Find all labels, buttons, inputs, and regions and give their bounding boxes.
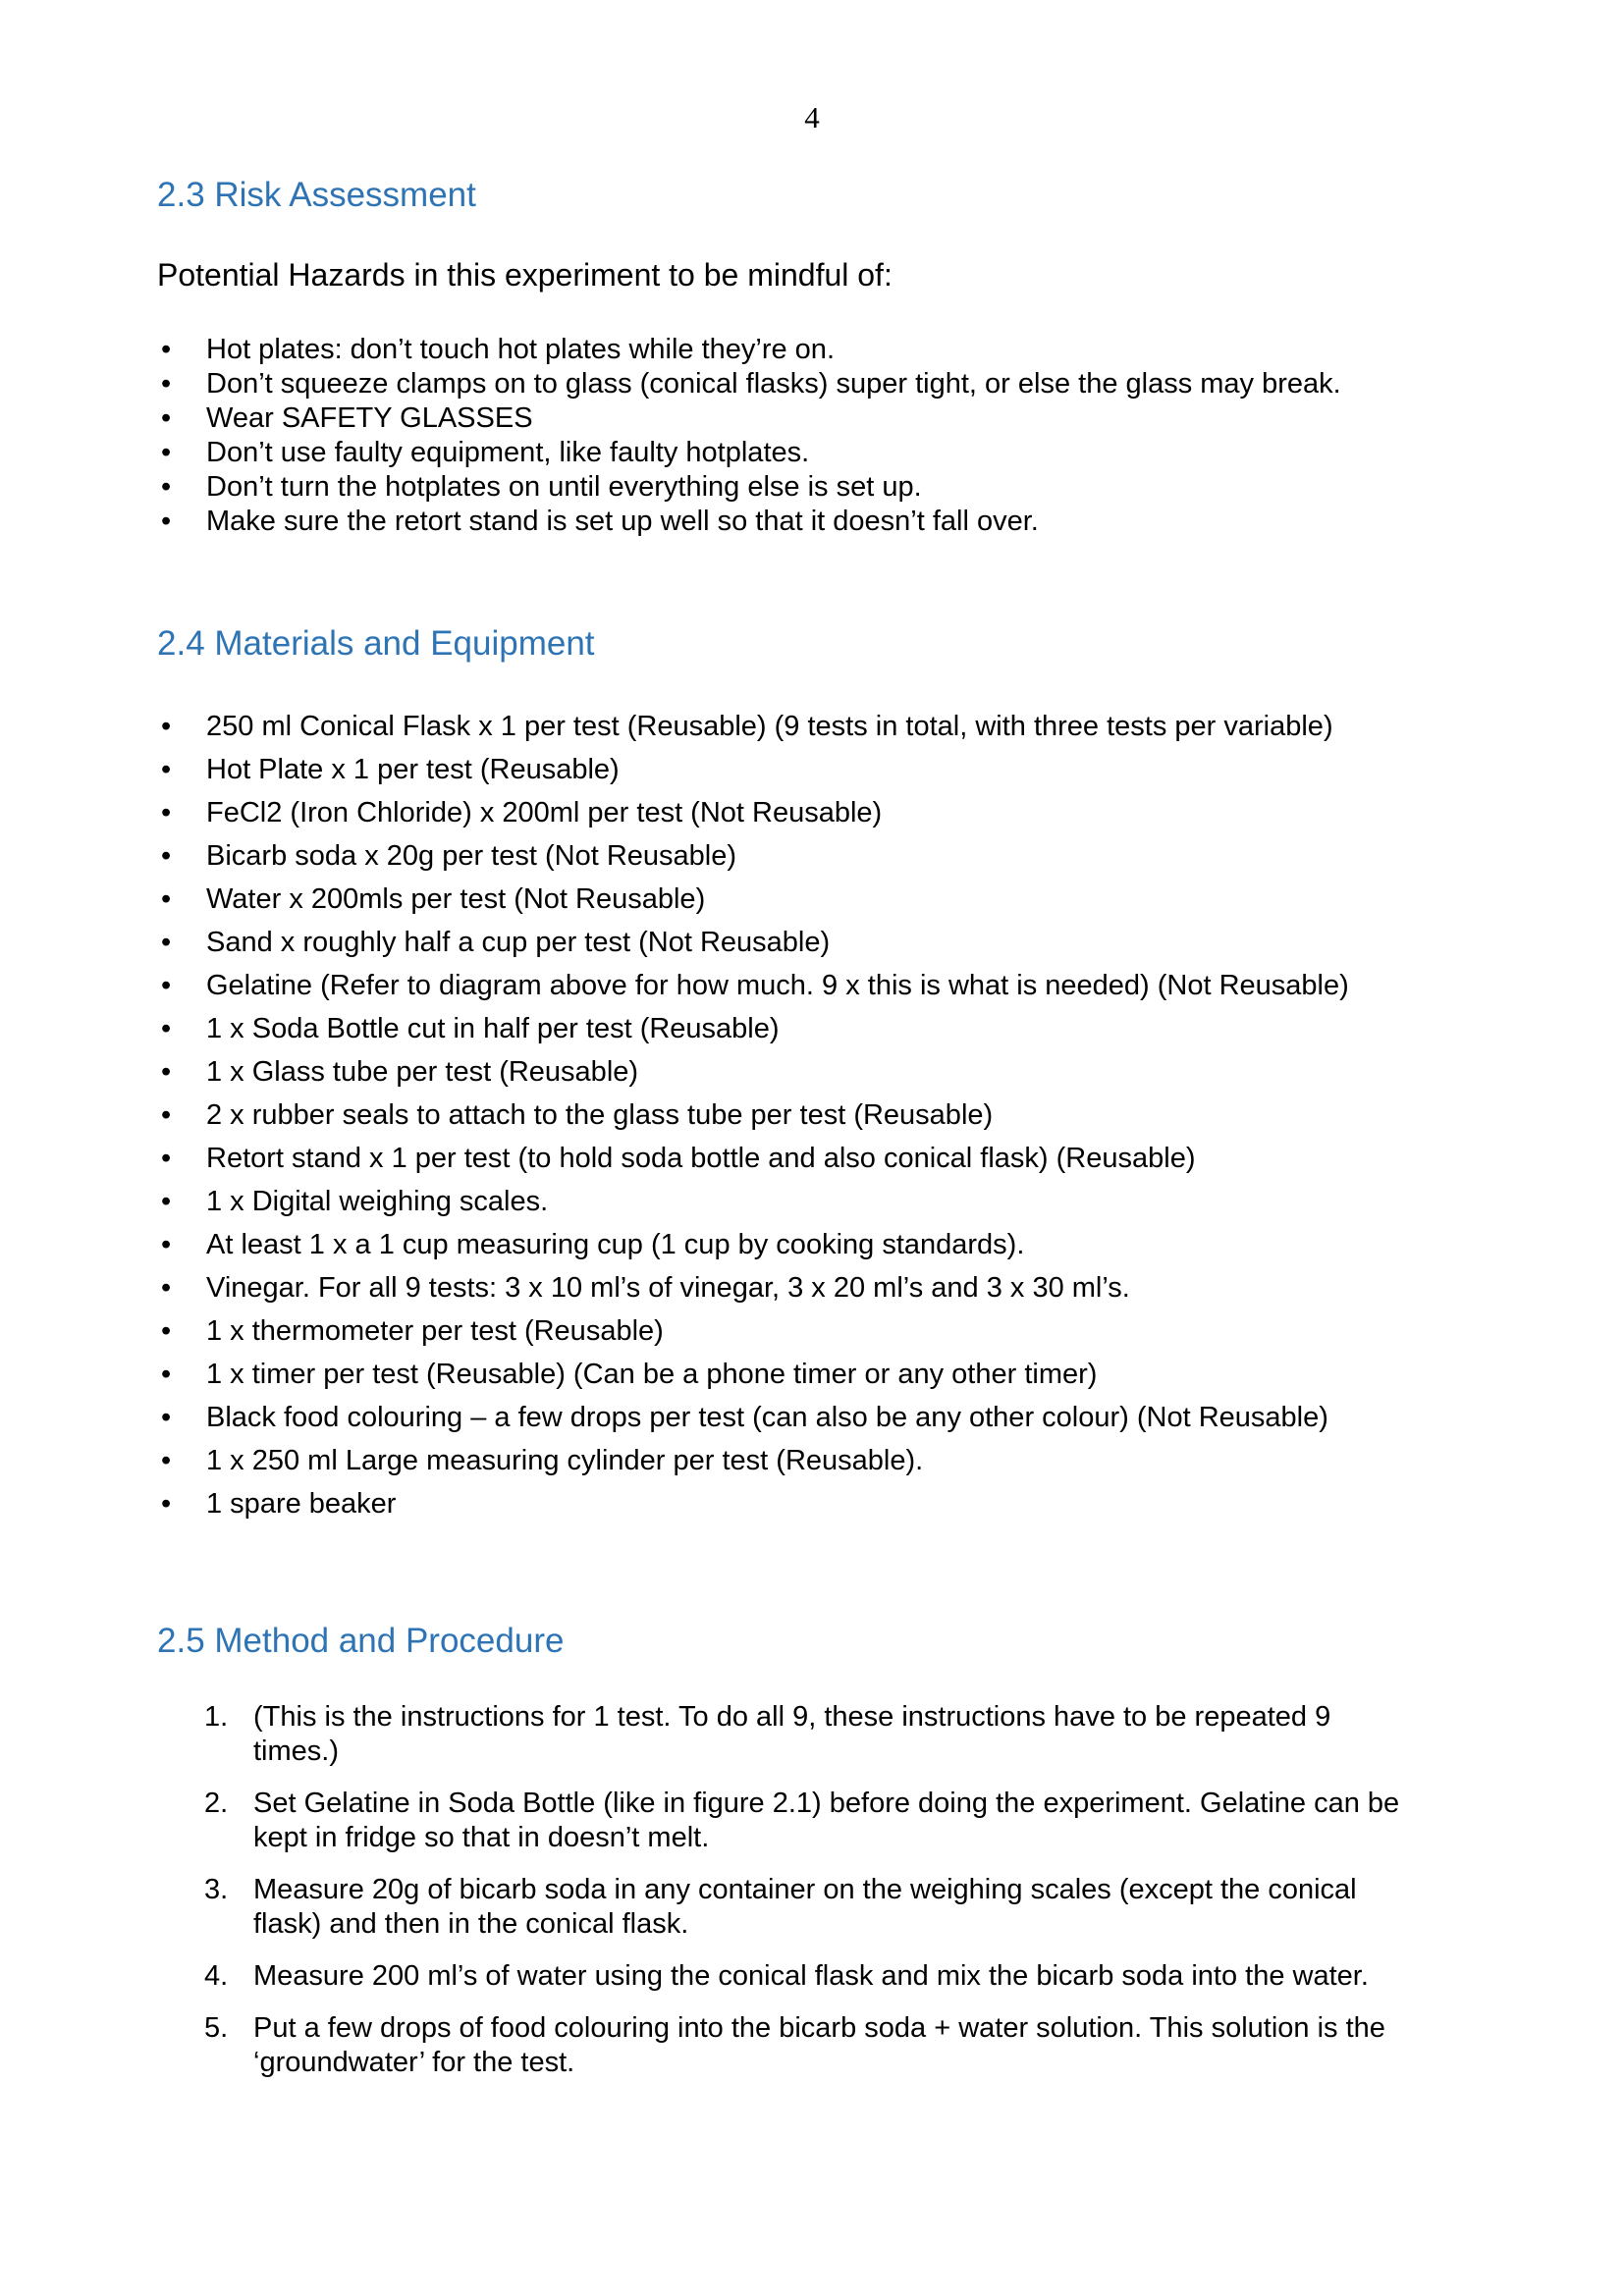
material-text: Bicarb soda x 20g per test (Not Reusable): [206, 840, 736, 872]
material-text: 1 x Glass tube per test (Reusable): [206, 1056, 639, 1088]
material-text: Vinegar. For all 9 tests: 3 x 10 ml’s of vinegar, 3 x 20 ml’s and 3 x 30 ml’s.: [206, 1272, 1130, 1304]
bullet-icon: •: [161, 402, 172, 434]
hazard-text: Make sure the retort stand is set up well so that it doesn’t fall over.: [206, 506, 1039, 537]
step-number: 3.: [204, 1874, 229, 1905]
step-number: 1.: [204, 1701, 229, 1733]
bullet-icon: •: [161, 970, 172, 1001]
hazard-text: Don’t squeeze clamps on to glass (conical flasks) super tight, or else the glass may break.: [206, 368, 1341, 400]
bullet-icon: •: [161, 927, 172, 958]
material-text: 1 x timer per test (Reusable) (Can be a phone timer or any other timer): [206, 1359, 1098, 1390]
list-item: [157, 748, 1349, 791]
list-item: [157, 1439, 1349, 1482]
list-item: [157, 791, 1349, 834]
bullet-icon: •: [161, 1488, 172, 1520]
bullet-icon: •: [161, 1186, 172, 1217]
material-text: Hot Plate x 1 per test (Reusable): [206, 754, 620, 785]
bullet-icon: •: [161, 368, 172, 400]
list-item: [157, 1309, 1349, 1353]
materials-list: [157, 705, 1349, 1525]
list-item: [157, 401, 1341, 436]
step-number: 5.: [204, 2012, 229, 2044]
page-number: 4: [804, 100, 820, 134]
list-item: [157, 1353, 1349, 1396]
bullet-icon: •: [161, 883, 172, 915]
step-text: Set Gelatine in Soda Bottle (like in figure 2.1) before doing the experiment. Gelatine can be kept in fridge so that in doesn’t melt.: [253, 1788, 1400, 1853]
list-item: [157, 964, 1349, 1007]
hazard-text: Don’t use faulty equipment, like faulty hotplates.: [206, 437, 810, 468]
bullet-icon: •: [161, 1402, 172, 1433]
material-text: 1 spare beaker: [206, 1488, 397, 1520]
hazards-intro: Potential Hazards in this experiment to be mindful of:: [157, 257, 893, 293]
step-text: Put a few drops of food colouring into the bicarb soda + water solution. This solution is the ‘groundwater’ for the test.: [253, 2012, 1385, 2078]
list-item: [157, 505, 1341, 539]
material-text: FeCl2 (Iron Chloride) x 200ml per test (Not Reusable): [206, 797, 883, 828]
hazard-text: Hot plates: don’t touch hot plates while they’re on.: [206, 334, 835, 365]
bullet-icon: •: [161, 1272, 172, 1304]
step-item: [204, 1873, 1422, 1942]
list-item: [157, 367, 1341, 401]
bullet-icon: •: [161, 840, 172, 872]
step-item: [204, 2011, 1422, 2080]
material-text: At least 1 x a 1 cup measuring cup (1 cup by cooking standards).: [206, 1229, 1025, 1260]
list-item: [157, 436, 1341, 470]
list-item: [157, 834, 1349, 878]
list-item: [157, 1007, 1349, 1050]
material-text: Water x 200mls per test (Not Reusable): [206, 883, 706, 915]
list-item: [157, 1482, 1349, 1525]
list-item: [157, 1094, 1349, 1137]
material-text: 1 x 250 ml Large measuring cylinder per test (Reusable).: [206, 1445, 924, 1476]
bullet-icon: •: [161, 506, 172, 537]
bullet-icon: •: [161, 1315, 172, 1347]
step-text: Measure 20g of bicarb soda in any container on the weighing scales (except the conical flask) and then in the conical flask.: [253, 1874, 1357, 1940]
bullet-icon: •: [161, 334, 172, 365]
step-item: [204, 1959, 1422, 1994]
list-item: [157, 333, 1341, 367]
list-item: [157, 1180, 1349, 1223]
list-item: [157, 705, 1349, 748]
material-text: 2 x rubber seals to attach to the glass tube per test (Reusable): [206, 1099, 994, 1131]
bullet-icon: •: [161, 1099, 172, 1131]
step-item: [204, 1700, 1422, 1769]
bullet-icon: •: [161, 471, 172, 503]
step-number: 4.: [204, 1960, 229, 1992]
list-item: [157, 1137, 1349, 1180]
material-text: Retort stand x 1 per test (to hold soda bottle and also conical flask) (Reusable): [206, 1143, 1196, 1174]
method-steps: [204, 1700, 1422, 2098]
bullet-icon: •: [161, 1445, 172, 1476]
material-text: Sand x roughly half a cup per test (Not Reusable): [206, 927, 831, 958]
materials-heading: 2.4 Materials and Equipment: [157, 624, 595, 663]
bullet-icon: •: [161, 1056, 172, 1088]
material-text: Gelatine (Refer to diagram above for how much. 9 x this is what is needed) (Not Reusable): [206, 970, 1349, 1001]
material-text: 1 x Soda Bottle cut in half per test (Reusable): [206, 1013, 780, 1044]
list-item: [157, 1266, 1349, 1309]
list-item: [157, 1396, 1349, 1439]
material-text: 1 x thermometer per test (Reusable): [206, 1315, 664, 1347]
material-text: 1 x Digital weighing scales.: [206, 1186, 549, 1217]
hazard-text: Don’t turn the hotplates on until everything else is set up.: [206, 471, 922, 503]
hazards-list: [157, 333, 1341, 539]
list-item: [157, 878, 1349, 921]
bullet-icon: •: [161, 711, 172, 742]
method-heading: 2.5 Method and Procedure: [157, 1622, 565, 1660]
step-text: Measure 200 ml’s of water using the conical flask and mix the bicarb soda into the water.: [253, 1960, 1369, 1992]
bullet-icon: •: [161, 1359, 172, 1390]
step-text: (This is the instructions for 1 test. To do all 9, these instructions have to be repeated 9 times.): [253, 1701, 1331, 1767]
list-item: [157, 470, 1341, 505]
hazard-text: Wear SAFETY GLASSES: [206, 402, 533, 434]
bullet-icon: •: [161, 1013, 172, 1044]
bullet-icon: •: [161, 754, 172, 785]
step-number: 2.: [204, 1788, 229, 1819]
list-item: [157, 921, 1349, 964]
bullet-icon: •: [161, 437, 172, 468]
bullet-icon: •: [161, 797, 172, 828]
material-text: 250 ml Conical Flask x 1 per test (Reusable) (9 tests in total, with three tests per variable): [206, 711, 1333, 742]
list-item: [157, 1050, 1349, 1094]
material-text: Black food colouring – a few drops per test (can also be any other colour) (Not Reusable): [206, 1402, 1328, 1433]
bullet-icon: •: [161, 1229, 172, 1260]
step-item: [204, 1787, 1422, 1855]
risk-assessment-heading: 2.3 Risk Assessment: [157, 176, 476, 214]
bullet-icon: •: [161, 1143, 172, 1174]
list-item: [157, 1223, 1349, 1266]
